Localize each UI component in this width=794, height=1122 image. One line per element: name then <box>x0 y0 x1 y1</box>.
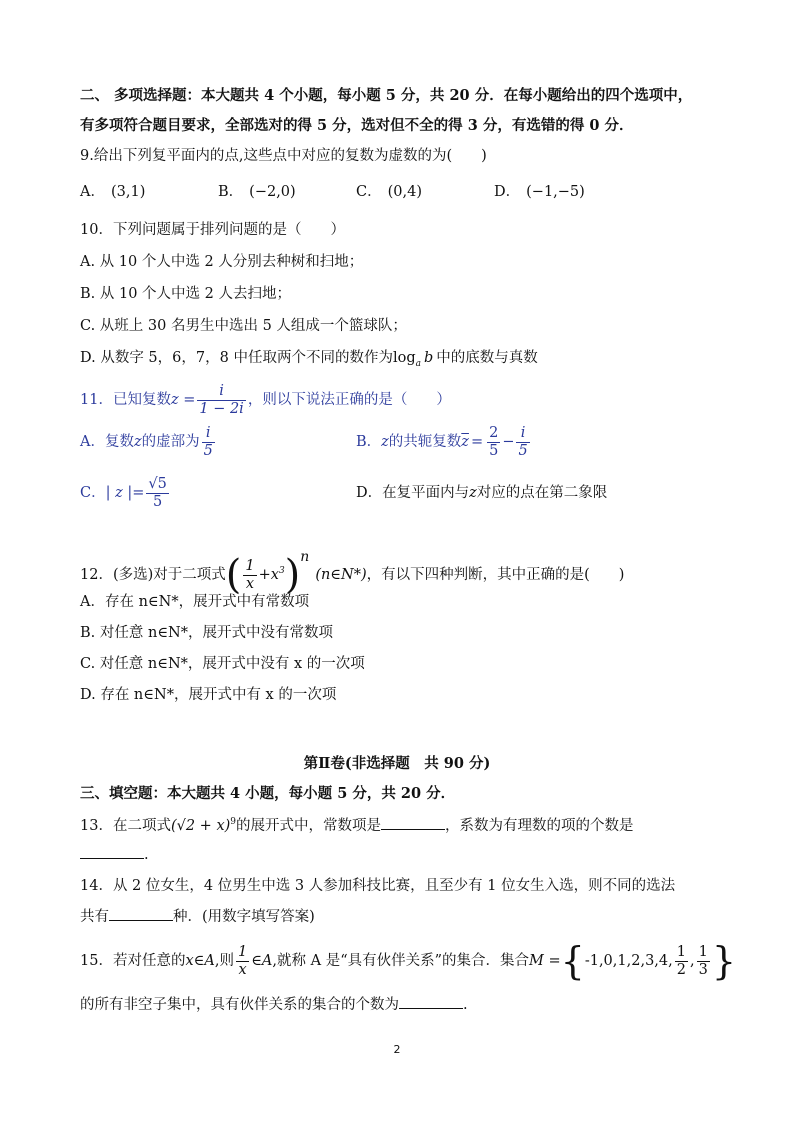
q15-line1: 15．若对任意的x∈A,则 $\frac{1}{x}$ ∈A,就称 A 是“具有伙伴关系”的集合．集合M ={-1,0,1,2,3,4, $\frac{1}{2}$ , $\frac{1}{3}$ } <box>80 939 736 983</box>
q11-option-a: A．复数z的虚部为 $\frac{i}{5}$ <box>80 424 213 459</box>
q9-option-c: C． (0,4) <box>356 184 422 200</box>
q9-option-b: B． (−2,0) <box>218 184 296 200</box>
section2-header-line2: 有多项符合题目要求，全部选对的得 5 分，选对但不全的得 3 分，有选错的得 0 分． <box>80 117 634 134</box>
q14-blank[interactable] <box>109 906 173 921</box>
q14-line2: 共有 种．(用数字填写答案) <box>80 906 315 927</box>
q11-stem: 11．已知复数z = $\frac{i}{1 - 2i}$ ，则以下说法正确的是（ ） <box>80 382 451 417</box>
page-number: 2 <box>393 1043 401 1056</box>
q14-line1: 14．从 2 位女生，4 位男生中选 3 人参加科技比赛，且至少有 1 位女生入选，则不同的选法 <box>80 878 676 894</box>
q10-option-b: B. 从 10 个人中选 2 人去扫地； <box>80 286 291 302</box>
q11-option-b: B．z的共轭复数$\overline{z}$ = $\frac{2}{5}$ − $\frac{i}{5}$ <box>356 424 528 459</box>
q13-line1: 13．在二项式$(√2 + x)^9$的展开式中，常数项是 ，系数为有理数的项的个数是 <box>80 812 634 836</box>
q15-blank[interactable] <box>399 994 463 1009</box>
q10-stem: 10．下列问题属于排列问题的是（ ） <box>80 222 345 238</box>
q13-line2: . <box>80 844 149 865</box>
q10-option-c: C. 从班上 30 名男生中选出 5 人组成一个篮球队； <box>80 318 407 334</box>
q9-option-a: A． (3,1) <box>80 184 146 200</box>
q12-option-c: C. 对任意 n∈N*，展开式中没有 x 的一次项 <box>80 656 365 672</box>
q11-option-c: C．| z |= $\frac{√5}{5}$ <box>80 475 167 510</box>
q13-blank-1[interactable] <box>381 815 445 830</box>
q13-blank-2[interactable] <box>80 844 144 859</box>
section2-header-line1: 二、 多项选择题：本大题共 4 个小题，每小题 5 分，共 20 分．在每小题给出的四个选项中， <box>80 87 693 104</box>
q9-stem: 9.给出下列复平面内的点,这些点中对应的复数为虚数的为( ) <box>80 148 487 164</box>
q11-fraction: $\frac{i}{1 - 2i}$ <box>199 382 244 417</box>
q12-stem: 12．(多选)对于二项式( $\frac{1}{x}$ $+x^3)^n(n\in N*)$，有以下四种判断，其中正确的是( ) <box>80 549 625 598</box>
q12-option-a: A．存在 n∈N*，展开式中有常数项 <box>80 594 310 610</box>
section3-header: 三、填空题：本大题共 4 小题，每小题 5 分，共 20 分． <box>80 785 456 802</box>
q11-option-d: D．在复平面内与z对应的点在第二象限 <box>356 485 608 501</box>
q12-option-b: B. 对任意 n∈N*，展开式中没有常数项 <box>80 625 333 641</box>
q15-line2: 的所有非空子集中，具有伙伴关系的集合的个数为 . <box>80 994 468 1015</box>
q12-option-d: D. 存在 n∈N*，展开式中有 x 的一次项 <box>80 687 337 703</box>
part2-title: 第Ⅱ卷(非选择题 共 90 分) <box>303 755 491 772</box>
q10-option-a: A. 从 10 个人中选 2 人分别去种树和扫地； <box>80 254 364 270</box>
q9-option-d: D． (−1,−5) <box>494 184 585 200</box>
q10-option-d: D. 从数字 5，6，7，8 中任取两个不同的数作为$\log_a b$ 中的底数与真数 <box>80 350 538 369</box>
